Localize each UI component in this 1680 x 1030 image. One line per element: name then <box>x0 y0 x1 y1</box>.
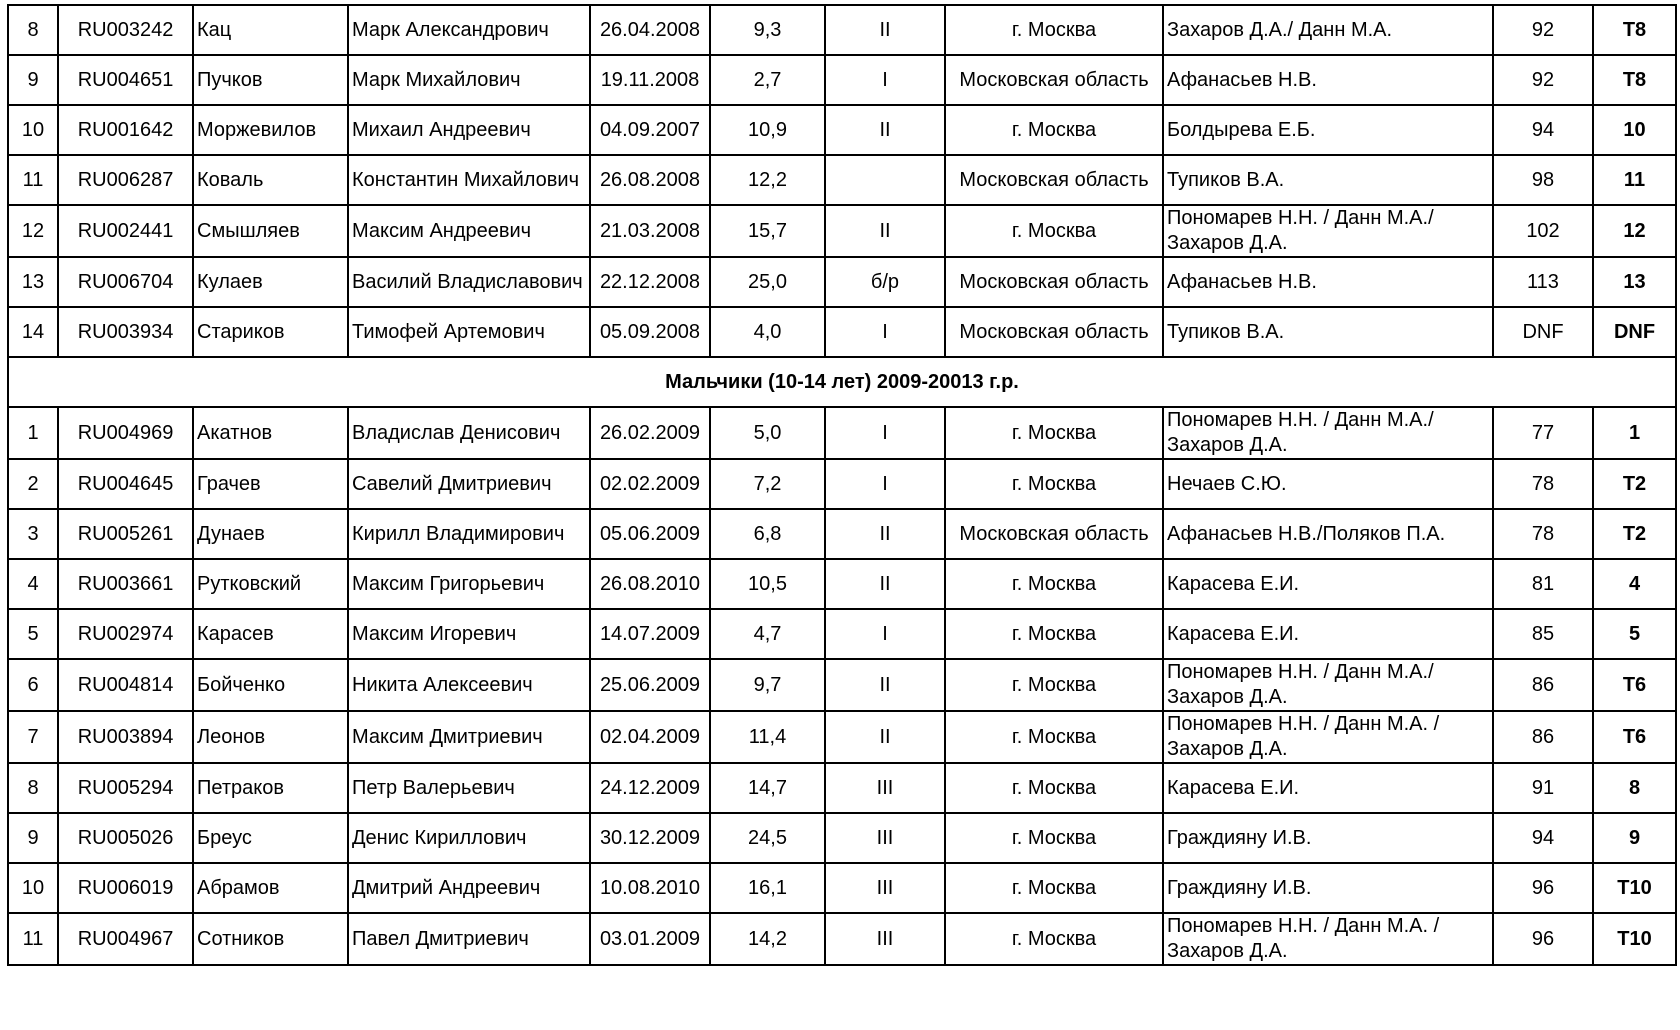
place-cell: T6 <box>1593 711 1676 763</box>
first-patronymic-cell: Максим Андреевич <box>348 205 590 257</box>
surname-cell: Петраков <box>193 763 348 813</box>
position-number-cell: 8 <box>8 763 58 813</box>
surname-cell: Рутковский <box>193 559 348 609</box>
position-number-cell: 9 <box>8 813 58 863</box>
table-row <box>8 813 1676 863</box>
player-code-cell: RU002441 <box>58 205 193 257</box>
sport-rank-cell: II <box>825 5 945 55</box>
score-cell: 96 <box>1493 863 1593 913</box>
place-cell: T2 <box>1593 459 1676 509</box>
coach-cell: Карасева Е.И. <box>1163 609 1493 659</box>
birthdate-cell: 22.12.2008 <box>590 257 710 307</box>
sport-rank-cell: I <box>825 407 945 459</box>
table-row <box>8 559 1676 609</box>
sport-rank-cell: II <box>825 205 945 257</box>
birthdate-cell: 03.01.2009 <box>590 913 710 965</box>
score-cell: 91 <box>1493 763 1593 813</box>
birthdate-cell: 05.09.2008 <box>590 307 710 357</box>
first-patronymic-cell: Василий Владиславович <box>348 257 590 307</box>
region-cell: г. Москва <box>945 659 1163 711</box>
region-cell: г. Москва <box>945 863 1163 913</box>
place-cell: T10 <box>1593 913 1676 965</box>
player-code-cell: RU003894 <box>58 711 193 763</box>
player-code-cell: RU006704 <box>58 257 193 307</box>
score-cell: 113 <box>1493 257 1593 307</box>
score-cell: 78 <box>1493 459 1593 509</box>
position-number-cell: 12 <box>8 205 58 257</box>
handicap-cell: 24,5 <box>710 813 825 863</box>
score-cell: 96 <box>1493 913 1593 965</box>
table-row <box>8 307 1676 357</box>
place-cell: 9 <box>1593 813 1676 863</box>
first-patronymic-cell: Дмитрий Андреевич <box>348 863 590 913</box>
region-cell: г. Москва <box>945 711 1163 763</box>
surname-cell: Карасев <box>193 609 348 659</box>
surname-cell: Бреус <box>193 813 348 863</box>
birthdate-cell: 26.02.2009 <box>590 407 710 459</box>
birthdate-cell: 02.02.2009 <box>590 459 710 509</box>
player-code-cell: RU004651 <box>58 55 193 105</box>
handicap-cell: 9,3 <box>710 5 825 55</box>
place-cell: 12 <box>1593 205 1676 257</box>
region-cell: г. Москва <box>945 407 1163 459</box>
handicap-cell: 12,2 <box>710 155 825 205</box>
birthdate-cell: 26.04.2008 <box>590 5 710 55</box>
player-code-cell: RU004814 <box>58 659 193 711</box>
results-table <box>7 4 1677 966</box>
table-row <box>8 205 1676 257</box>
coach-cell: Пономарев Н.Н. / Данн М.А./ Захаров Д.А. <box>1163 659 1493 711</box>
coach-cell: Афанасьев Н.В./Поляков П.А. <box>1163 509 1493 559</box>
position-number-cell: 3 <box>8 509 58 559</box>
score-cell: 78 <box>1493 509 1593 559</box>
place-cell: 11 <box>1593 155 1676 205</box>
handicap-cell: 14,2 <box>710 913 825 965</box>
first-patronymic-cell: Константин Михайлович <box>348 155 590 205</box>
region-cell: г. Москва <box>945 5 1163 55</box>
sport-rank-cell: II <box>825 559 945 609</box>
birthdate-cell: 30.12.2009 <box>590 813 710 863</box>
birthdate-cell: 21.03.2008 <box>590 205 710 257</box>
sport-rank-cell: I <box>825 459 945 509</box>
position-number-cell: 10 <box>8 863 58 913</box>
place-cell: 13 <box>1593 257 1676 307</box>
position-number-cell: 8 <box>8 5 58 55</box>
position-number-cell: 13 <box>8 257 58 307</box>
table-row <box>8 763 1676 813</box>
table-row <box>8 407 1676 459</box>
table-row <box>8 711 1676 763</box>
player-code-cell: RU003661 <box>58 559 193 609</box>
region-cell: г. Москва <box>945 813 1163 863</box>
place-cell: T10 <box>1593 863 1676 913</box>
birthdate-cell: 26.08.2010 <box>590 559 710 609</box>
table-row <box>8 509 1676 559</box>
table-row <box>8 257 1676 307</box>
place-cell: 5 <box>1593 609 1676 659</box>
score-cell: 86 <box>1493 711 1593 763</box>
position-number-cell: 11 <box>8 913 58 965</box>
player-code-cell: RU006287 <box>58 155 193 205</box>
score-cell: 98 <box>1493 155 1593 205</box>
sport-rank-cell: III <box>825 763 945 813</box>
handicap-cell: 14,7 <box>710 763 825 813</box>
surname-cell: Акатнов <box>193 407 348 459</box>
surname-cell: Стариков <box>193 307 348 357</box>
table-row <box>8 659 1676 711</box>
player-code-cell: RU004967 <box>58 913 193 965</box>
table-row <box>8 609 1676 659</box>
first-patronymic-cell: Павел Дмитриевич <box>348 913 590 965</box>
coach-cell: Пономарев Н.Н. / Данн М.А. / Захаров Д.А. <box>1163 711 1493 763</box>
place-cell: 4 <box>1593 559 1676 609</box>
sport-rank-cell: I <box>825 609 945 659</box>
score-cell: 92 <box>1493 5 1593 55</box>
first-patronymic-cell: Максим Дмитриевич <box>348 711 590 763</box>
first-patronymic-cell: Максим Игоревич <box>348 609 590 659</box>
player-code-cell: RU005026 <box>58 813 193 863</box>
first-patronymic-cell: Владислав Денисович <box>348 407 590 459</box>
score-cell: DNF <box>1493 307 1593 357</box>
place-cell: T8 <box>1593 5 1676 55</box>
sport-rank-cell: б/р <box>825 257 945 307</box>
surname-cell: Коваль <box>193 155 348 205</box>
handicap-cell: 7,2 <box>710 459 825 509</box>
player-code-cell: RU006019 <box>58 863 193 913</box>
region-cell: г. Москва <box>945 609 1163 659</box>
place-cell: 8 <box>1593 763 1676 813</box>
first-patronymic-cell: Тимофей Артемович <box>348 307 590 357</box>
region-cell: г. Москва <box>945 913 1163 965</box>
region-cell: г. Москва <box>945 105 1163 155</box>
region-cell: Московская область <box>945 257 1163 307</box>
score-cell: 77 <box>1493 407 1593 459</box>
coach-cell: Карасева Е.И. <box>1163 763 1493 813</box>
birthdate-cell: 05.06.2009 <box>590 509 710 559</box>
surname-cell: Абрамов <box>193 863 348 913</box>
sport-rank-cell: I <box>825 307 945 357</box>
surname-cell: Пучков <box>193 55 348 105</box>
surname-cell: Кулаев <box>193 257 348 307</box>
handicap-cell: 5,0 <box>710 407 825 459</box>
place-cell: T8 <box>1593 55 1676 105</box>
sport-rank-cell: III <box>825 813 945 863</box>
position-number-cell: 11 <box>8 155 58 205</box>
surname-cell: Смышляев <box>193 205 348 257</box>
region-cell: Московская область <box>945 155 1163 205</box>
birthdate-cell: 10.08.2010 <box>590 863 710 913</box>
first-patronymic-cell: Марк Михайлович <box>348 55 590 105</box>
table-row <box>8 913 1676 965</box>
sport-rank-cell: II <box>825 711 945 763</box>
coach-cell: Граждияну И.В. <box>1163 813 1493 863</box>
surname-cell: Кац <box>193 5 348 55</box>
player-code-cell: RU004645 <box>58 459 193 509</box>
coach-cell: Афанасьев Н.В. <box>1163 55 1493 105</box>
region-cell: Московская область <box>945 307 1163 357</box>
table-row <box>8 459 1676 509</box>
table-body <box>8 5 1676 965</box>
player-code-cell: RU003242 <box>58 5 193 55</box>
birthdate-cell: 24.12.2009 <box>590 763 710 813</box>
coach-cell: Карасева Е.И. <box>1163 559 1493 609</box>
first-patronymic-cell: Петр Валерьевич <box>348 763 590 813</box>
birthdate-cell: 02.04.2009 <box>590 711 710 763</box>
region-cell: г. Москва <box>945 763 1163 813</box>
birthdate-cell: 04.09.2007 <box>590 105 710 155</box>
place-cell: DNF <box>1593 307 1676 357</box>
coach-cell: Тупиков В.А. <box>1163 155 1493 205</box>
player-code-cell: RU003934 <box>58 307 193 357</box>
position-number-cell: 2 <box>8 459 58 509</box>
position-number-cell: 7 <box>8 711 58 763</box>
coach-cell: Граждияну И.В. <box>1163 863 1493 913</box>
sport-rank-cell: II <box>825 659 945 711</box>
handicap-cell: 6,8 <box>710 509 825 559</box>
score-cell: 86 <box>1493 659 1593 711</box>
region-cell: Московская область <box>945 509 1163 559</box>
table-row <box>8 55 1676 105</box>
handicap-cell: 11,4 <box>710 711 825 763</box>
region-cell: Московская область <box>945 55 1163 105</box>
section-header-row <box>8 357 1676 407</box>
section-title: Мальчики (10-14 лет) 2009-20013 г.р. <box>8 357 1676 407</box>
birthdate-cell: 19.11.2008 <box>590 55 710 105</box>
surname-cell: Леонов <box>193 711 348 763</box>
position-number-cell: 14 <box>8 307 58 357</box>
coach-cell: Пономарев Н.Н. / Данн М.А. / Захаров Д.А. <box>1163 913 1493 965</box>
first-patronymic-cell: Савелий Дмитриевич <box>348 459 590 509</box>
birthdate-cell: 14.07.2009 <box>590 609 710 659</box>
score-cell: 102 <box>1493 205 1593 257</box>
position-number-cell: 4 <box>8 559 58 609</box>
handicap-cell: 2,7 <box>710 55 825 105</box>
first-patronymic-cell: Максим Григорьевич <box>348 559 590 609</box>
coach-cell: Афанасьев Н.В. <box>1163 257 1493 307</box>
coach-cell: Болдырева Е.Б. <box>1163 105 1493 155</box>
region-cell: г. Москва <box>945 559 1163 609</box>
position-number-cell: 1 <box>8 407 58 459</box>
table-row <box>8 863 1676 913</box>
birthdate-cell: 26.08.2008 <box>590 155 710 205</box>
handicap-cell: 9,7 <box>710 659 825 711</box>
handicap-cell: 10,9 <box>710 105 825 155</box>
sport-rank-cell <box>825 155 945 205</box>
position-number-cell: 9 <box>8 55 58 105</box>
sport-rank-cell: II <box>825 509 945 559</box>
place-cell: T6 <box>1593 659 1676 711</box>
handicap-cell: 25,0 <box>710 257 825 307</box>
sport-rank-cell: II <box>825 105 945 155</box>
score-cell: 81 <box>1493 559 1593 609</box>
table-row <box>8 5 1676 55</box>
region-cell: г. Москва <box>945 205 1163 257</box>
table-row <box>8 105 1676 155</box>
surname-cell: Сотников <box>193 913 348 965</box>
score-cell: 94 <box>1493 813 1593 863</box>
player-code-cell: RU004969 <box>58 407 193 459</box>
place-cell: 1 <box>1593 407 1676 459</box>
player-code-cell: RU005294 <box>58 763 193 813</box>
coach-cell: Захаров Д.А./ Данн М.А. <box>1163 5 1493 55</box>
coach-cell: Пономарев Н.Н. / Данн М.А./ Захаров Д.А. <box>1163 205 1493 257</box>
handicap-cell: 16,1 <box>710 863 825 913</box>
birthdate-cell: 25.06.2009 <box>590 659 710 711</box>
table-row <box>8 155 1676 205</box>
surname-cell: Дунаев <box>193 509 348 559</box>
player-code-cell: RU005261 <box>58 509 193 559</box>
first-patronymic-cell: Михаил Андреевич <box>348 105 590 155</box>
handicap-cell: 4,7 <box>710 609 825 659</box>
player-code-cell: RU001642 <box>58 105 193 155</box>
score-cell: 94 <box>1493 105 1593 155</box>
player-code-cell: RU002974 <box>58 609 193 659</box>
position-number-cell: 10 <box>8 105 58 155</box>
first-patronymic-cell: Денис Кириллович <box>348 813 590 863</box>
coach-cell: Тупиков В.А. <box>1163 307 1493 357</box>
place-cell: T2 <box>1593 509 1676 559</box>
sport-rank-cell: III <box>825 913 945 965</box>
first-patronymic-cell: Кирилл Владимирович <box>348 509 590 559</box>
score-cell: 92 <box>1493 55 1593 105</box>
region-cell: г. Москва <box>945 459 1163 509</box>
coach-cell: Нечаев С.Ю. <box>1163 459 1493 509</box>
sport-rank-cell: I <box>825 55 945 105</box>
sport-rank-cell: III <box>825 863 945 913</box>
surname-cell: Грачев <box>193 459 348 509</box>
coach-cell: Пономарев Н.Н. / Данн М.А./ Захаров Д.А. <box>1163 407 1493 459</box>
surname-cell: Бойченко <box>193 659 348 711</box>
first-patronymic-cell: Марк Александрович <box>348 5 590 55</box>
surname-cell: Моржевилов <box>193 105 348 155</box>
handicap-cell: 15,7 <box>710 205 825 257</box>
handicap-cell: 4,0 <box>710 307 825 357</box>
first-patronymic-cell: Никита Алексеевич <box>348 659 590 711</box>
handicap-cell: 10,5 <box>710 559 825 609</box>
position-number-cell: 6 <box>8 659 58 711</box>
place-cell: 10 <box>1593 105 1676 155</box>
score-cell: 85 <box>1493 609 1593 659</box>
position-number-cell: 5 <box>8 609 58 659</box>
